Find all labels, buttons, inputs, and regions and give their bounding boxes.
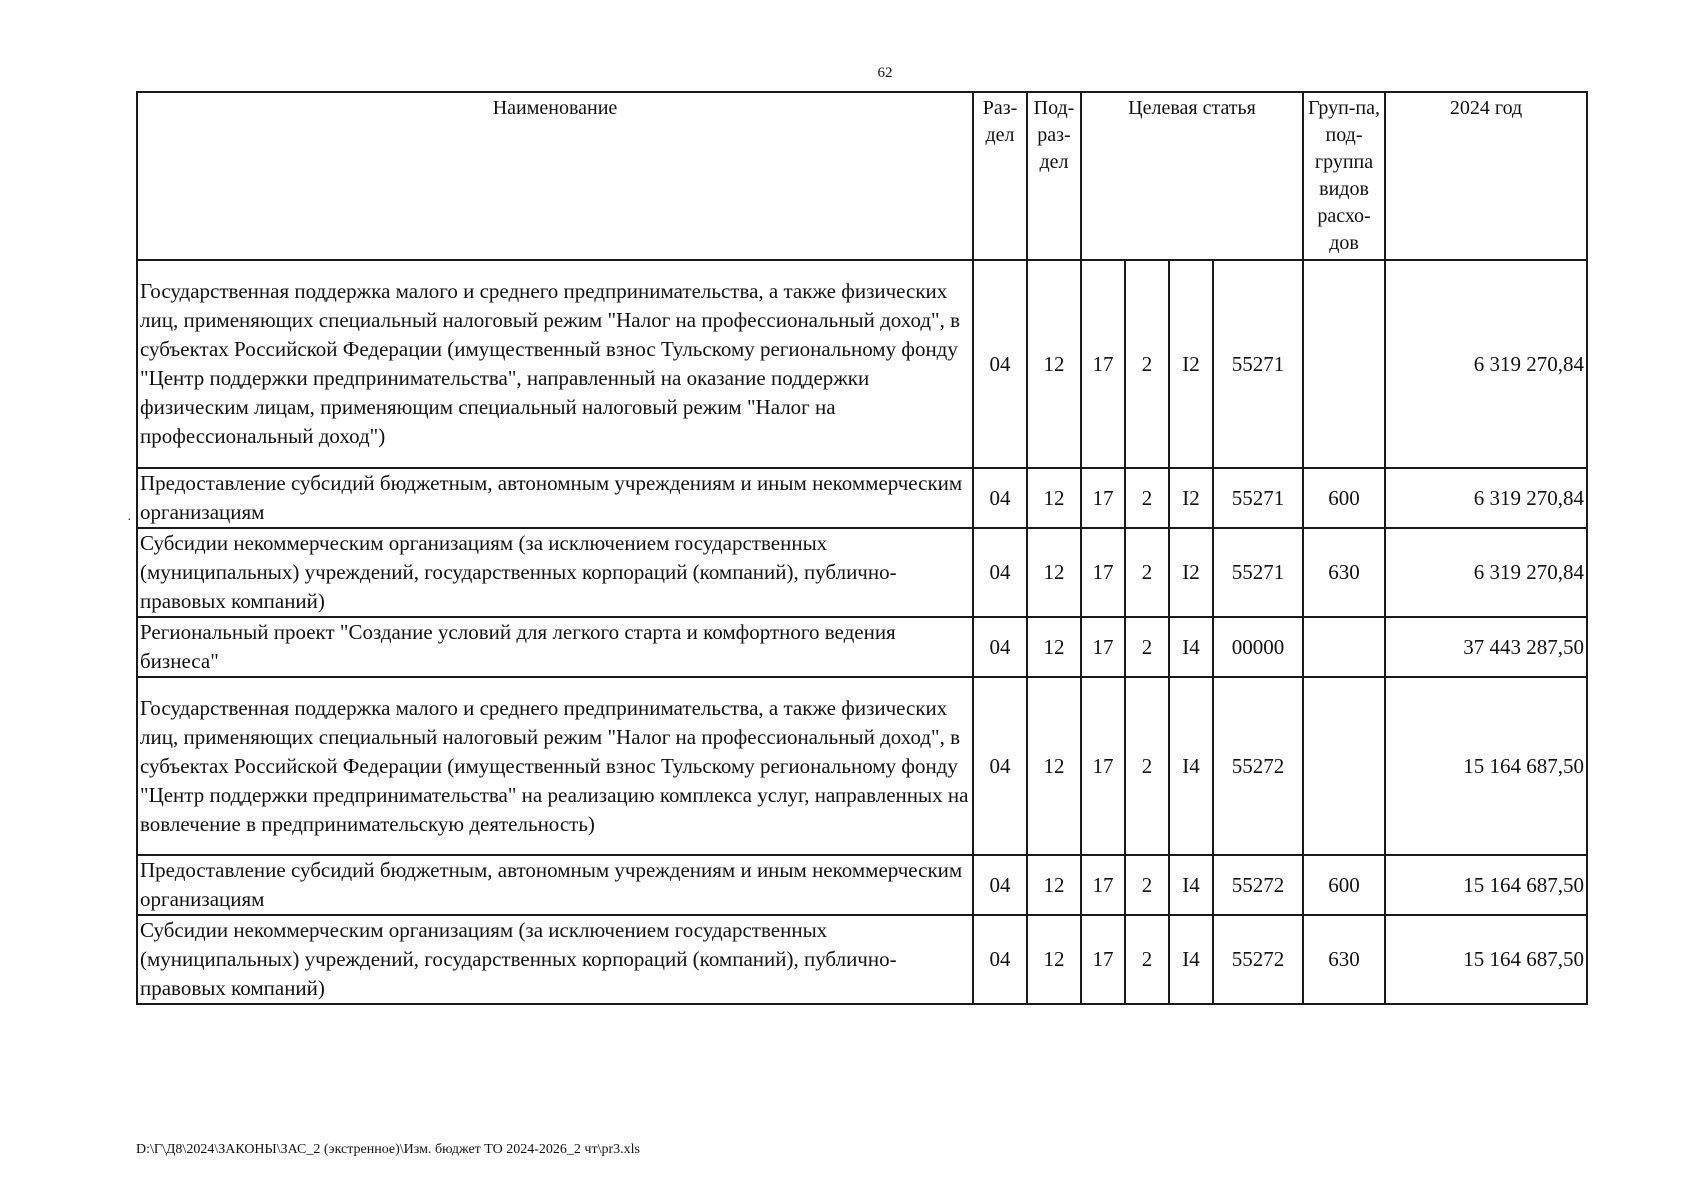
cell-expense-group [1303, 677, 1385, 855]
cell-target-subprogram: 2 [1125, 915, 1169, 1004]
cell-target-direction: 55271 [1213, 260, 1303, 468]
cell-target-program: 17 [1081, 617, 1125, 677]
cell-amount: 15 164 687,50 [1385, 855, 1587, 915]
cell-target-subprogram: 2 [1125, 855, 1169, 915]
cell-name: Субсидии некоммерческим организациям (за исключением государственных (муниципальных) учреждений, государственных корпораций (компаний), публично-правовых компаний) [137, 915, 973, 1004]
cell-target-program: 17 [1081, 677, 1125, 855]
cell-target-subprogram: 2 [1125, 617, 1169, 677]
cell-amount: 6 319 270,84 [1385, 528, 1587, 617]
cell-amount: 6 319 270,84 [1385, 468, 1587, 528]
cell-amount: 15 164 687,50 [1385, 677, 1587, 855]
table-body [137, 260, 1587, 1004]
cell-expense-group: 630 [1303, 528, 1385, 617]
cell-target-project: I4 [1169, 915, 1213, 1004]
page-number: 62 [877, 65, 893, 81]
cell-podrazdel: 12 [1027, 677, 1081, 855]
header-year: 2024 год [1385, 92, 1587, 260]
cell-target-project: I4 [1169, 855, 1213, 915]
header-name: Наименование [137, 92, 973, 260]
cell-target-project: I4 [1169, 617, 1213, 677]
cell-expense-group [1303, 260, 1385, 468]
header-razdel: Раз-дел [973, 92, 1027, 260]
cell-podrazdel: 12 [1027, 528, 1081, 617]
cell-amount: 6 319 270,84 [1385, 260, 1587, 468]
cell-target-project: I2 [1169, 468, 1213, 528]
cell-target-subprogram: 2 [1125, 468, 1169, 528]
cell-razdel: 04 [973, 915, 1027, 1004]
cell-expense-group: 600 [1303, 468, 1385, 528]
cell-target-project: I2 [1169, 528, 1213, 617]
cell-target-subprogram: 2 [1125, 260, 1169, 468]
cell-target-project: I4 [1169, 677, 1213, 855]
table-row [137, 468, 1587, 528]
cell-target-direction: 55271 [1213, 528, 1303, 617]
cell-target-program: 17 [1081, 855, 1125, 915]
cell-target-project: I2 [1169, 260, 1213, 468]
cell-amount: 15 164 687,50 [1385, 915, 1587, 1004]
cell-expense-group: 600 [1303, 855, 1385, 915]
cell-target-program: 17 [1081, 260, 1125, 468]
cell-target-program: 17 [1081, 468, 1125, 528]
table-row [137, 855, 1587, 915]
cell-target-program: 17 [1081, 915, 1125, 1004]
header-target-article: Целевая статья [1081, 92, 1303, 260]
cell-razdel: 04 [973, 855, 1027, 915]
cell-name: Предоставление субсидий бюджетным, автономным учреждениям и иным некоммерческим организациям [137, 855, 973, 915]
cell-amount: 37 443 287,50 [1385, 617, 1587, 677]
table-header-row [137, 92, 1587, 260]
table-row [137, 528, 1587, 617]
header-expense-group: Груп-па, под-группа видов расхо-дов [1303, 92, 1385, 260]
cell-name: Предоставление субсидий бюджетным, автономным учреждениям и иным некоммерческим организациям [137, 468, 973, 528]
cell-razdel: 04 [973, 677, 1027, 855]
cell-podrazdel: 12 [1027, 468, 1081, 528]
cell-razdel: 04 [973, 260, 1027, 468]
cell-podrazdel: 12 [1027, 855, 1081, 915]
cell-name: Субсидии некоммерческим организациям (за исключением государственных (муниципальных) учреждений, государственных корпораций (компаний), публично-правовых компаний) [137, 528, 973, 617]
cell-podrazdel: 12 [1027, 915, 1081, 1004]
header-podrazdel: Под-раз-дел [1027, 92, 1081, 260]
cell-target-direction: 00000 [1213, 617, 1303, 677]
cell-target-subprogram: 2 [1125, 677, 1169, 855]
table-row [137, 677, 1587, 855]
cell-target-direction: 55272 [1213, 677, 1303, 855]
table-row [137, 617, 1587, 677]
cell-podrazdel: 12 [1027, 617, 1081, 677]
cell-razdel: 04 [973, 528, 1027, 617]
cell-target-direction: 55272 [1213, 855, 1303, 915]
cell-name: Государственная поддержка малого и среднего предпринимательства, а также физических лиц, применяющих специальный налоговый режим "Налог на профессиональный доход", в субъектах Российской Федерации (имущественный взнос Тульскому региональному фонду "Центр поддержки предпринимательства", направленный на оказание поддержки физическим лицам, применяющим специальный налоговый режим "Налог на профессиональный доход") [137, 260, 973, 468]
table-row [137, 915, 1587, 1004]
cell-name: Государственная поддержка малого и среднего предпринимательства, а также физических лиц, применяющих специальный налоговый режим "Налог на профессиональный доход", в субъектах Российской Федерации (имущественный взнос Тульскому региональному фонду "Центр поддержки предпринимательства" на реализацию комплекса услуг, направленных на вовлечение в предпринимательскую деятельность) [137, 677, 973, 855]
cell-razdel: 04 [973, 617, 1027, 677]
cell-target-program: 17 [1081, 528, 1125, 617]
table-row [137, 260, 1587, 468]
cell-target-subprogram: 2 [1125, 528, 1169, 617]
cell-razdel: 04 [973, 468, 1027, 528]
cell-name: Региональный проект "Создание условий для легкого старта и комфортного ведения бизнеса" [137, 617, 973, 677]
cell-podrazdel: 12 [1027, 260, 1081, 468]
cell-expense-group: 630 [1303, 915, 1385, 1004]
cell-target-direction: 55272 [1213, 915, 1303, 1004]
cell-expense-group [1303, 617, 1385, 677]
margin-mark: · [127, 513, 132, 528]
cell-target-direction: 55271 [1213, 468, 1303, 528]
budget-table [136, 91, 1588, 1005]
file-path-footer: D:\Г\Д8\2024\ЗАКОНЫ\ЗАС_2 (экстренное)\Изм. бюджет ТО 2024-2026_2 чт\pr3.xls [136, 1142, 640, 1157]
